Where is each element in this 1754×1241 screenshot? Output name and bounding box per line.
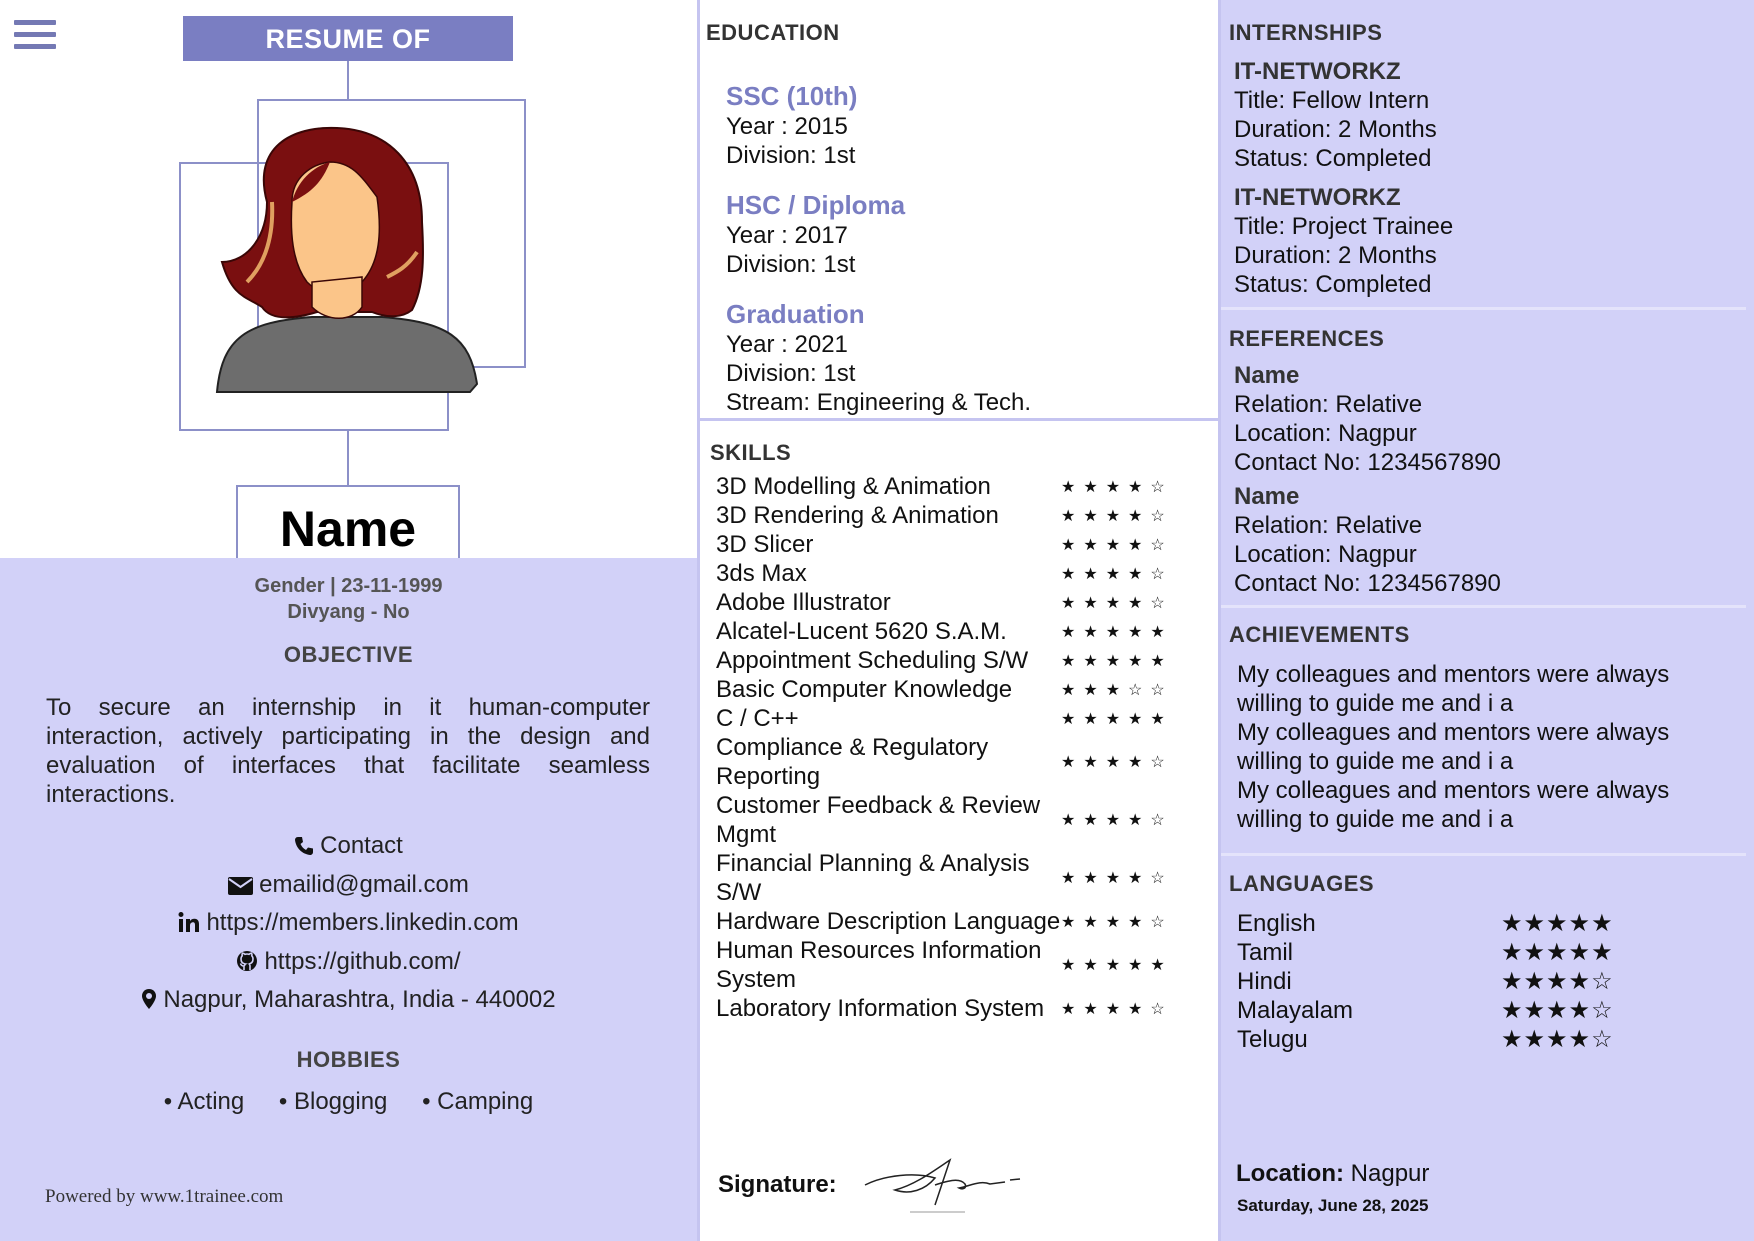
skill-rating: ★★★★☆ xyxy=(1061,913,1173,931)
connector-line xyxy=(347,431,349,485)
achievements-section xyxy=(1229,622,1749,834)
reference-item xyxy=(1234,483,1749,598)
language-name: Tamil xyxy=(1237,939,1294,966)
skill-rating: ★★★★★ xyxy=(1061,710,1173,728)
skill-rating: ★★★☆☆ xyxy=(1061,681,1173,699)
reference-location: Location: Nagpur xyxy=(1234,541,1417,568)
skill-row xyxy=(716,501,1215,530)
language-name: English xyxy=(1237,910,1316,937)
skill-row xyxy=(716,936,1215,994)
contact-address xyxy=(0,986,697,1014)
objective-heading: OBJECTIVE xyxy=(283,642,414,667)
language-row xyxy=(1237,996,1749,1025)
skill-rating: ★★★★☆ xyxy=(1061,754,1173,771)
skill-name: C / C++ xyxy=(716,705,799,732)
signature-label: Signature: xyxy=(718,1171,837,1198)
skill-row xyxy=(716,588,1215,617)
skill-row xyxy=(716,791,1215,849)
skill-rating: ★★★★★ xyxy=(1061,957,1173,974)
education-item-division: Division: 1st xyxy=(726,360,856,387)
right-column xyxy=(1221,0,1754,1241)
hobby-item: • Acting xyxy=(163,1088,245,1115)
language-rating: ★★★★☆ xyxy=(1501,997,1614,1024)
contact-email-text: emailid@gmail.com xyxy=(259,871,469,898)
skills-section xyxy=(710,440,1215,1023)
language-rating: ★★★★★ xyxy=(1501,939,1614,966)
resume-banner: RESUME OF xyxy=(183,16,513,61)
phone-icon xyxy=(294,836,314,856)
skill-rating: ★★★★☆ xyxy=(1061,565,1173,583)
skill-row xyxy=(716,617,1215,646)
internships-section xyxy=(1229,20,1749,299)
skill-rating: ★★★★☆ xyxy=(1061,594,1173,612)
skill-rating: ★★★★☆ xyxy=(1061,1000,1173,1018)
connector-line xyxy=(347,61,349,100)
section-divider xyxy=(700,418,1218,421)
reference-relation: Relation: Relative xyxy=(1234,512,1423,539)
skill-name: Appointment Scheduling S/W xyxy=(716,647,1029,674)
skill-row xyxy=(716,849,1215,907)
hobby-item: • Blogging xyxy=(278,1088,388,1115)
contact-github[interactable] xyxy=(0,948,697,976)
signature-image xyxy=(855,1150,1025,1220)
language-row xyxy=(1237,1025,1749,1054)
gender-dob: Gender | 23-11-1999 xyxy=(254,575,443,597)
education-item-year: Year : 2015 xyxy=(726,113,848,140)
reference-contact: Contact No: 1234567890 xyxy=(1234,570,1501,597)
education-item xyxy=(726,81,1210,170)
skill-name: Laboratory Information System xyxy=(716,995,1045,1022)
location-pin-icon xyxy=(141,988,157,1010)
internship-title: Title: Fellow Intern xyxy=(1234,87,1430,114)
skill-rating: ★★★★☆ xyxy=(1061,536,1173,554)
language-rating: ★★★★★ xyxy=(1501,910,1614,937)
contact-linkedin-text: https://members.linkedin.com xyxy=(206,909,519,936)
education-item-title: HSC / Diploma xyxy=(726,190,906,220)
skill-row xyxy=(716,646,1215,675)
signature-block xyxy=(718,1150,1025,1220)
education-heading: EDUCATION xyxy=(706,20,840,45)
skill-name: Compliance & Regulatory Reporting xyxy=(716,734,989,790)
skill-rating: ★★★★★ xyxy=(1061,652,1173,670)
education-item-year: Year : 2021 xyxy=(726,331,848,358)
internship-item xyxy=(1234,58,1749,173)
skill-row xyxy=(716,530,1215,559)
middle-column xyxy=(697,0,1221,1241)
hobby-item: • Camping xyxy=(422,1088,534,1115)
skill-row xyxy=(716,675,1215,704)
internships-heading: INTERNSHIPS xyxy=(1229,20,1383,45)
skill-row xyxy=(716,907,1215,936)
avatar xyxy=(212,122,482,397)
skill-rating: ★★★★☆ xyxy=(1061,812,1173,829)
skill-name: Financial Planning & Analysis S/W xyxy=(716,850,1030,906)
language-name: Telugu xyxy=(1237,1026,1308,1053)
skill-rating: ★★★★☆ xyxy=(1061,507,1173,525)
education-item-year: Year : 2017 xyxy=(726,222,848,249)
education-item-division: Division: 1st xyxy=(726,142,856,169)
github-icon xyxy=(236,950,258,972)
contact-phone[interactable] xyxy=(0,832,697,860)
education-item xyxy=(726,190,1210,279)
internship-duration: Duration: 2 Months xyxy=(1234,242,1437,269)
languages-section xyxy=(1229,871,1749,1054)
contact-address-text: Nagpur, Maharashtra, India - 440002 xyxy=(163,986,556,1013)
internship-company: IT-NETWORKZ xyxy=(1234,58,1401,85)
skill-rating: ★★★★☆ xyxy=(1061,870,1173,887)
skill-name: 3D Slicer xyxy=(716,531,814,558)
skill-name: Human Resources Information System xyxy=(716,937,1042,993)
education-item-division: Division: 1st xyxy=(726,251,856,278)
skill-name: 3D Modelling & Animation xyxy=(716,473,991,500)
education-item-title: SSC (10th) xyxy=(726,81,858,111)
reference-contact: Contact No: 1234567890 xyxy=(1234,449,1501,476)
skills-heading: SKILLS xyxy=(710,440,792,465)
reference-name: Name xyxy=(1234,483,1300,510)
footer-location xyxy=(1236,1160,1429,1188)
contact-phone-text: Contact xyxy=(320,832,403,859)
skill-name: Basic Computer Knowledge xyxy=(716,676,1013,703)
language-row xyxy=(1237,967,1749,996)
divyang-status: Divyang - No xyxy=(287,601,410,623)
skill-rating: ★★★★☆ xyxy=(1061,478,1173,496)
footer-location-label: Location: xyxy=(1236,1160,1344,1187)
references-heading: REFERENCES xyxy=(1229,326,1385,351)
achievement-item: My colleagues and mentors were always willing to guide me and i a xyxy=(1237,719,1670,775)
language-rating: ★★★★☆ xyxy=(1501,1026,1614,1053)
language-name: Hindi xyxy=(1237,968,1292,995)
language-rating: ★★★★☆ xyxy=(1501,968,1614,995)
skill-name: 3ds Max xyxy=(716,560,807,587)
objective-text: To secure an internship in it human-computer interaction, actively participating in the design and evaluation of interfaces that facilitate seamless interactions. xyxy=(46,694,650,808)
skill-name: Alcatel-Lucent 5620 S.A.M. xyxy=(716,618,1007,645)
contact-email[interactable] xyxy=(0,871,697,899)
language-name: Malayalam xyxy=(1237,997,1354,1024)
email-icon xyxy=(228,877,253,895)
language-row xyxy=(1237,938,1749,967)
skill-rating: ★★★★★ xyxy=(1061,623,1173,641)
internship-title: Title: Project Trainee xyxy=(1234,213,1454,240)
powered-by[interactable]: Powered by www.1trainee.com xyxy=(45,1186,284,1207)
references-section xyxy=(1229,326,1749,598)
skill-name: 3D Rendering & Animation xyxy=(716,502,999,529)
skill-name: Adobe Illustrator xyxy=(716,589,891,616)
skill-name: Hardware Description Language xyxy=(716,908,1061,935)
internship-company: IT-NETWORKZ xyxy=(1234,184,1401,211)
language-row xyxy=(1237,909,1749,938)
education-item xyxy=(726,299,1210,417)
achievement-item: My colleagues and mentors were always willing to guide me and i a xyxy=(1237,777,1670,833)
linkedin-icon xyxy=(178,911,200,933)
education-section xyxy=(706,20,1210,417)
candidate-name: Name xyxy=(236,485,460,558)
contact-github-text: https://github.com/ xyxy=(264,948,461,975)
section-divider xyxy=(1221,605,1746,608)
achievements-heading: ACHIEVEMENTS xyxy=(1229,622,1410,647)
reference-item xyxy=(1234,362,1749,477)
hobbies-heading: HOBBIES xyxy=(296,1047,401,1072)
achievement-item: My colleagues and mentors were always willing to guide me and i a xyxy=(1237,661,1670,717)
menu-icon[interactable] xyxy=(14,20,56,54)
section-divider xyxy=(1221,307,1746,310)
footer-location-value: Nagpur xyxy=(1350,1160,1430,1187)
footer-date: Saturday, June 28, 2025 xyxy=(1237,1196,1429,1215)
skill-row xyxy=(716,733,1215,791)
section-divider xyxy=(1221,853,1746,856)
languages-heading: LANGUAGES xyxy=(1229,871,1375,896)
education-item-stream: Stream: Engineering & Tech. xyxy=(726,389,1032,416)
contact-linkedin[interactable] xyxy=(0,909,697,937)
skill-row xyxy=(716,559,1215,588)
skill-name: Customer Feedback & Review Mgmt xyxy=(716,792,1041,848)
internship-status: Status: Completed xyxy=(1234,145,1432,172)
hobbies-list xyxy=(0,1088,697,1116)
skill-row xyxy=(716,704,1215,733)
internship-duration: Duration: 2 Months xyxy=(1234,116,1437,143)
reference-name: Name xyxy=(1234,362,1300,389)
reference-location: Location: Nagpur xyxy=(1234,420,1417,447)
left-column xyxy=(0,0,697,1241)
education-item-title: Graduation xyxy=(726,299,865,329)
skill-row xyxy=(716,994,1215,1023)
reference-relation: Relation: Relative xyxy=(1234,391,1423,418)
skill-row xyxy=(716,472,1215,501)
internship-item xyxy=(1234,184,1749,299)
internship-status: Status: Completed xyxy=(1234,271,1432,298)
